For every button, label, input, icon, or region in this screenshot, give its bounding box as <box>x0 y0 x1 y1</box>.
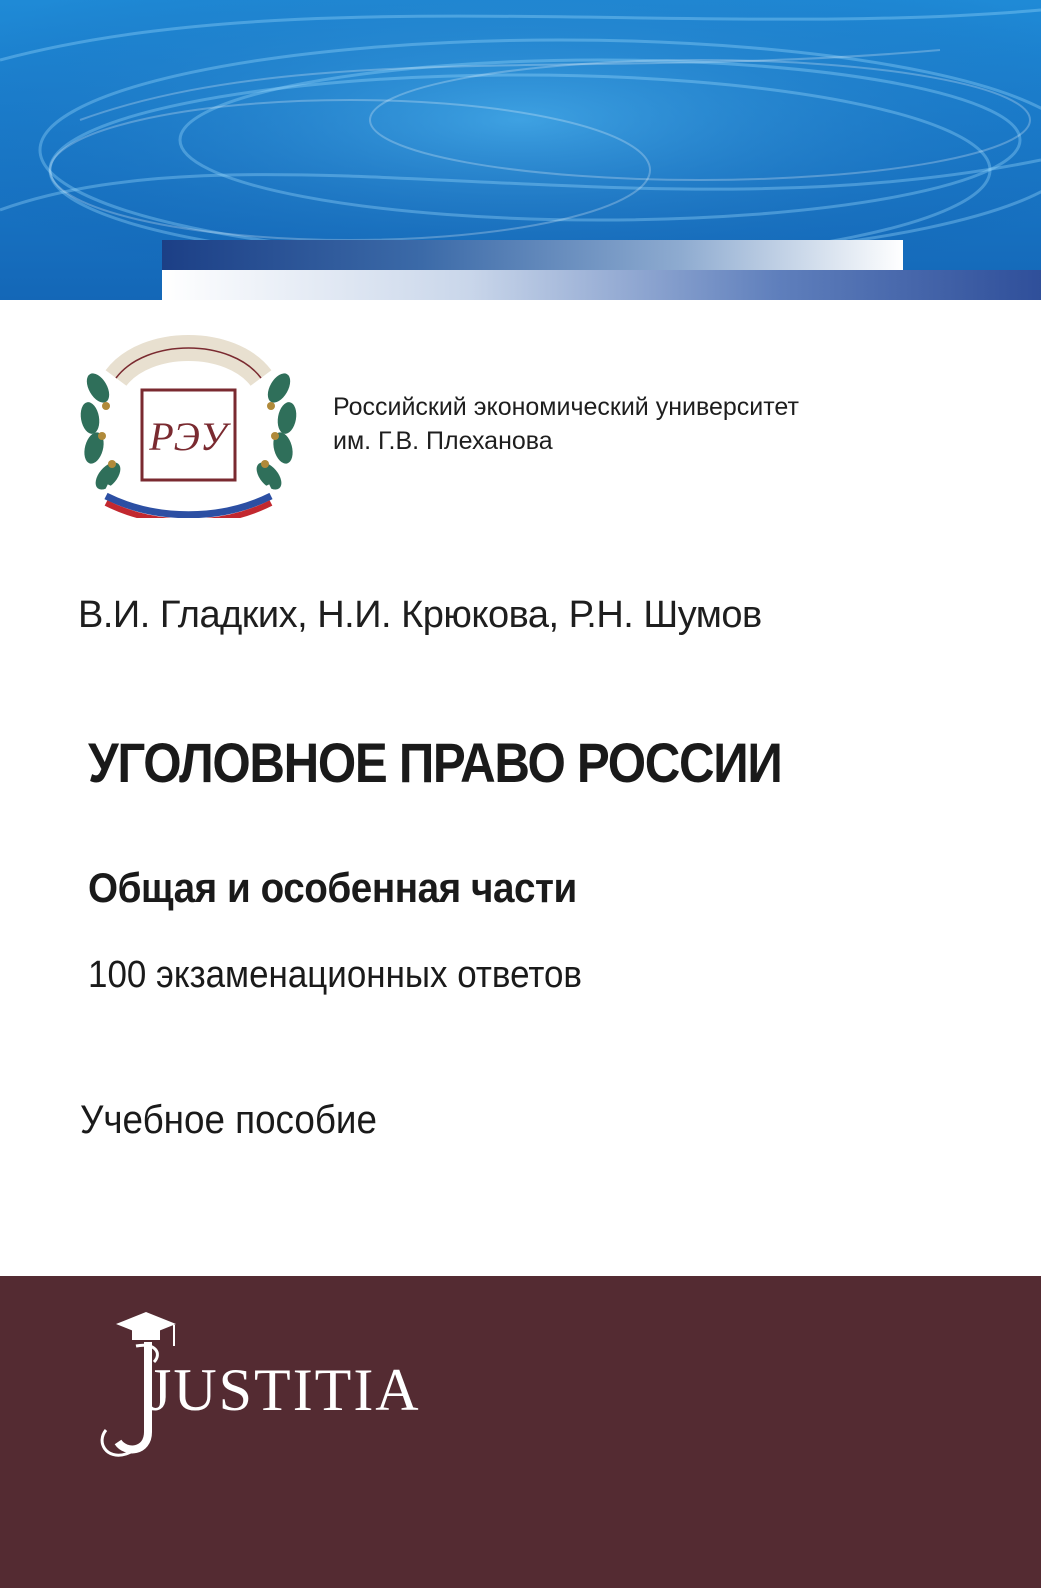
emblem-monogram: РЭУ <box>149 414 227 459</box>
book-type: Учебное пособие <box>80 1098 377 1142</box>
cover-banner <box>0 0 1041 300</box>
banner-stripe-lower <box>162 270 1041 300</box>
book-title: УГОЛОВНОЕ ПРАВО РОССИИ <box>88 731 782 794</box>
book-authors: В.И. Гладких, Н.И. Крюкова, Р.Н. Шумов <box>78 594 762 636</box>
banner-stripe-gradient <box>162 240 903 270</box>
university-line-2: им. Г.В. Плеханова <box>333 427 553 455</box>
university-name <box>333 390 953 458</box>
book-subtitle-secondary: 100 экзаменационных ответов <box>88 954 582 996</box>
university-line-1: Российский экономический университет <box>333 393 799 421</box>
publisher-logo: JUSTITIA <box>148 1357 421 1423</box>
book-subtitle: Общая и особенная части <box>88 864 577 911</box>
university-emblem-icon <box>76 318 301 518</box>
